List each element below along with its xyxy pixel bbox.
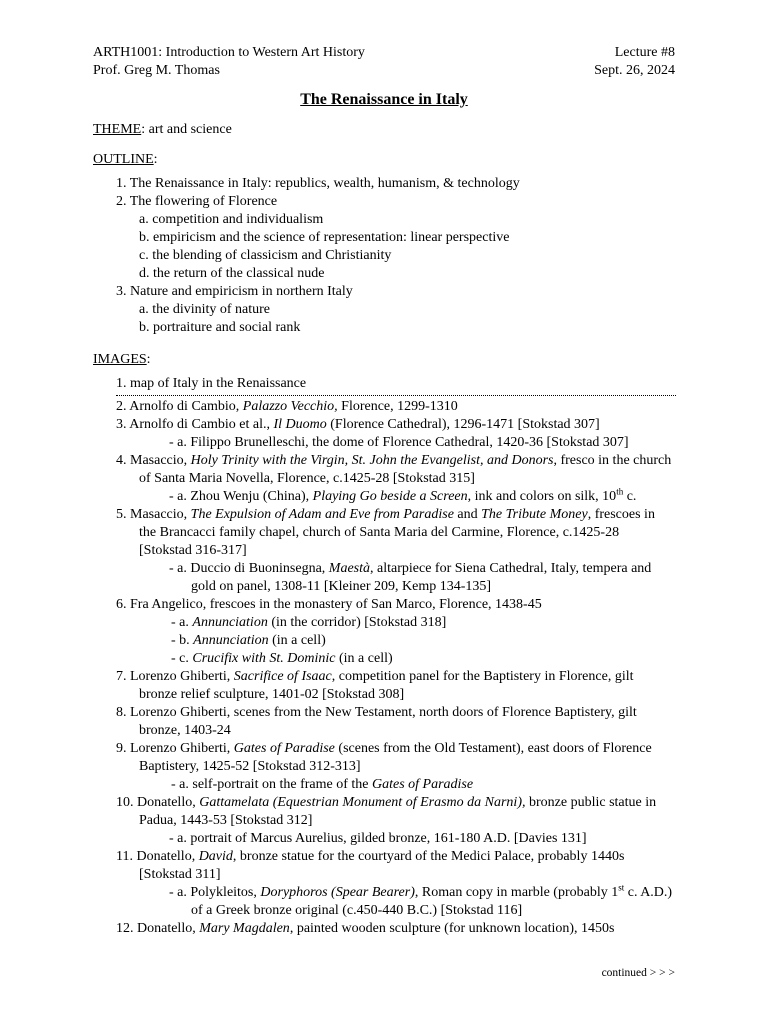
image-item-10: 10. Donatello, Gattamelata (Equestrian Monument of Erasmo da Narni), bronze public statue in Padua, 1443-53 [Stokstad 312] <box>116 795 657 828</box>
lecture-handout <box>93 44 675 938</box>
image-subitem-3a: - a. Filippo Brunelleschi, the dome of Florence Cathedral, 1420-36 [Stokstad 307] <box>169 435 629 450</box>
professor-name: Prof. Greg M. Thomas <box>93 62 220 78</box>
image-item-11: 11. Donatello, David, bronze statue for the courtyard of the Medici Palace, probably 1440s [Stokstad 311] <box>116 849 625 882</box>
images-label: IMAGES <box>93 352 147 367</box>
continued-note: continued > > > <box>601 967 675 979</box>
outline-subitem: a. competition and individualism <box>139 212 324 227</box>
image-item-9: 9. Lorenzo Ghiberti, Gates of Paradise (scenes from the Old Testament), east doors of Florence Baptistery, 1425-52 [Stokstad 312-313] <box>116 741 652 774</box>
outline-subitem: a. the divinity of nature <box>139 302 271 317</box>
image-subitem-6b: - b. Annunciation (in a cell) <box>171 633 326 648</box>
outline-item: 2. The flowering of Florence <box>116 194 278 209</box>
image-item-7: 7. Lorenzo Ghiberti, Sacrifice of Isaac, competition panel for the Baptistery in Florence, gilt bronze relief sculpture, 1401-02 [Stokstad 308] <box>116 669 634 702</box>
image-item-6: 6. Fra Angelico, frescoes in the monastery of San Marco, Florence, 1438-45 <box>116 597 542 612</box>
outline-subitem: d. the return of the classical nude <box>139 266 325 281</box>
lecture-number: Lecture #8 <box>614 45 675 60</box>
header-row-1 <box>93 44 675 62</box>
image-subitem-11a: - a. Polykleitos, Doryphoros (Spear Bearer), Roman copy in marble (probably 1st c. A.D.) of a Greek bronze original (c.450-440 B.C.) [Stokstad 116] <box>169 882 673 918</box>
page-title: The Renaissance in Italy <box>300 91 468 108</box>
outline-subitem: c. the blending of classicism and Christianity <box>139 248 392 263</box>
theme-line <box>93 121 675 139</box>
image-subitem-6a: - a. Annunciation (in the corridor) [Stokstad 318] <box>171 615 447 630</box>
outline-label: OUTLINE <box>93 152 154 167</box>
image-item-4: 4. Masaccio, Holy Trinity with the Virgin, St. John the Evangelist, and Donors, fresco in the church of Santa Maria Novella, Florence, c.1425-28 [Stokstad 315] <box>116 453 672 486</box>
image-subitem-6c: - c. Crucifix with St. Dominic (in a cell) <box>171 651 393 666</box>
outline-item: 1. The Renaissance in Italy: republics, wealth, humanism, & technology <box>116 176 520 191</box>
image-subitem-5a: - a. Duccio di Buoninsegna, Maestà, altarpiece for Siena Cathedral, Italy, tempera and gold on panel, 1308-11 [Kleiner 209, Kemp 134-135] <box>169 561 652 594</box>
images-heading: IMAGES: <box>93 352 151 367</box>
outline-item: 3. Nature and empiricism in northern Italy <box>116 284 353 299</box>
image-item-1: 1. map of Italy in the Renaissance <box>116 375 676 396</box>
lecture-date: Sept. 26, 2024 <box>594 62 675 78</box>
image-subitem-10a: - a. portrait of Marcus Aurelius, gilded bronze, 161-180 A.D. [Davies 131] <box>169 831 587 846</box>
images-list <box>116 375 675 938</box>
image-subitem-4a: - a. Zhou Wenju (China), Playing Go beside a Screen, ink and colors on silk, 10th c. <box>169 486 637 504</box>
course-title: ARTH1001: Introduction to Western Art History <box>93 45 365 60</box>
outline-list <box>116 175 675 337</box>
outline-subitem: b. portraiture and social rank <box>139 320 301 335</box>
image-item-3: 3. Arnolfo di Cambio et al., Il Duomo (Florence Cathedral), 1296-1471 [Stokstad 307] <box>116 417 600 432</box>
header-row-2 <box>93 62 675 80</box>
image-subitem-9a: - a. self-portrait on the frame of the Gates of Paradise <box>171 777 474 792</box>
image-item-2: 2. Arnolfo di Cambio, Palazzo Vecchio, Florence, 1299-1310 <box>116 399 458 414</box>
outline-heading: OUTLINE: <box>93 152 158 167</box>
image-item-8: 8. Lorenzo Ghiberti, scenes from the New Testament, north doors of Florence Baptistery, gilt bronze, 1403-24 <box>116 705 637 738</box>
image-item-12: 12. Donatello, Mary Magdalen, painted wooden sculpture (for unknown location), 1450s <box>116 921 615 936</box>
theme-text: : art and science <box>141 122 232 137</box>
theme-label: THEME <box>93 122 142 137</box>
image-item-5: 5. Masaccio, The Expulsion of Adam and Eve from Paradise and The Tribute Money, frescoes in the Brancacci family chapel, church of Santa Maria del Carmine, Florence, c.1425-28 [Stokstad 316-317] <box>116 507 655 558</box>
outline-subitem: b. empiricism and the science of representation: linear perspective <box>139 230 510 245</box>
